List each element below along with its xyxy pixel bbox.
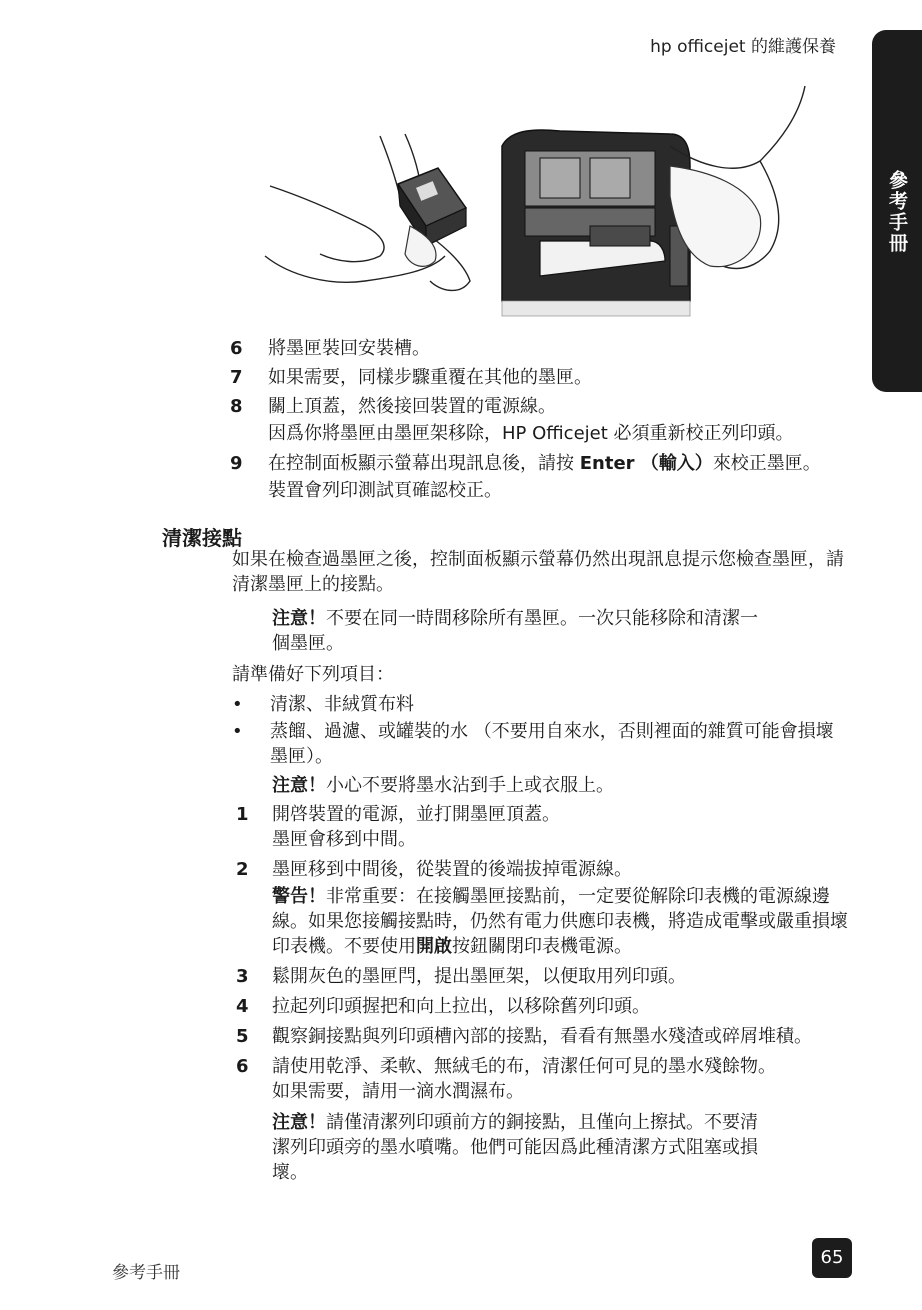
warning-text: 印表機。不要使用 <box>272 936 416 957</box>
warning-label: 警告！ <box>272 886 326 907</box>
step-number: 3 <box>236 966 249 987</box>
note-label: 注意！ <box>272 1112 326 1133</box>
footer-label: 參考手冊 <box>112 1263 180 1283</box>
bullet-text: 清潔、非絨質布料 <box>270 694 414 715</box>
printer-carriage-icon <box>502 130 690 301</box>
note-line <box>272 773 614 798</box>
step-text-part: 來校正墨匣。 <box>712 453 821 474</box>
step-subtext: 裝置會列印測試頁確認校正。 <box>268 480 502 501</box>
step-text: 觀察銅接點與列印頭槽內部的接點，看看有無墨水殘渣或碎屑堆積。 <box>272 1026 812 1047</box>
step-text: 將墨匣裝回安裝槽。 <box>268 338 430 359</box>
intro-line: 如果在檢查過墨匣之後，控制面板顯示螢幕仍然出現訊息提示您檢查墨匣，請 <box>232 549 844 570</box>
running-header: hp officejet 的維護保養 <box>650 37 836 57</box>
step-number: 5 <box>236 1026 249 1047</box>
step-number: 2 <box>236 859 249 880</box>
step-subtext: 如果需要，請用一滴水潤濕布。 <box>272 1081 524 1102</box>
step-subtext: 墨匣會移到中間。 <box>272 829 416 850</box>
note-text: 不要在同一時間移除所有墨匣。一次只能移除和清潔一 <box>326 608 758 629</box>
step-number: 7 <box>230 367 243 388</box>
step-text: 如果需要，同樣步驟重覆在其他的墨匣。 <box>268 367 592 388</box>
note-line: 壞。 <box>272 1162 308 1183</box>
page-number: 65 <box>812 1238 852 1278</box>
step-number: 4 <box>236 996 249 1017</box>
warning-text: 按鈕關閉印表機電源。 <box>452 936 632 957</box>
step-text: 墨匣移到中間後，從裝置的後端拔掉電源線。 <box>272 859 632 880</box>
warning-line <box>272 884 830 909</box>
note-text: 小心不要將墨水沾到手上或衣服上。 <box>326 775 614 796</box>
step-number: 1 <box>236 804 249 825</box>
step-number: 6 <box>236 1056 249 1077</box>
bullet-text: 墨匣）。 <box>270 746 333 767</box>
warning-line <box>272 934 632 959</box>
step-text: 關上頂蓋，然後接回裝置的電源線。 <box>268 396 556 417</box>
note-line: 個墨匣。 <box>272 633 344 654</box>
side-tab <box>872 30 922 392</box>
note-line <box>272 1110 758 1135</box>
warning-text: 非常重要：在接觸墨匣接點前，一定要從解除印表機的電源線邊 <box>326 886 830 907</box>
enter-key-label: Enter （輸入） <box>579 453 713 474</box>
bullet-text: 蒸餾、過濾、或罐裝的水 （不要用自來水，否則裡面的雜質可能會損壞 <box>270 721 834 742</box>
side-tab-label: 參考手冊 <box>886 170 908 254</box>
warning-line: 線。如果您接觸接點時，仍然有電力供應印表機，將造成電擊或嚴重損壞 <box>272 911 848 932</box>
section-heading: 清潔接點 <box>162 526 242 550</box>
note-label: 注意！ <box>272 608 326 629</box>
step-number: 6 <box>230 338 243 359</box>
step-text: 請使用乾淨、柔軟、無絨毛的布，清潔任何可見的墨水殘餘物。 <box>272 1056 776 1077</box>
note-text: 請僅清潔列印頭前方的銅接點，且僅向上擦拭。不要清 <box>326 1112 758 1133</box>
bullet-marker: • <box>232 694 243 715</box>
note-line <box>272 606 758 631</box>
step-subtext: 因爲你將墨匣由墨匣架移除，HP Officejet 必須重新校正列印頭。 <box>268 423 794 444</box>
intro-line: 清潔墨匣上的接點。 <box>232 574 394 595</box>
step-number: 8 <box>230 396 243 417</box>
prep-line: 請準備好下列項目： <box>232 664 394 685</box>
step-number: 9 <box>230 453 243 474</box>
step-text <box>268 451 821 476</box>
step-text: 開啓裝置的電源，並打開墨匣頂蓋。 <box>272 804 560 825</box>
step-text: 拉起列印頭握把和向上拉出，以移除舊列印頭。 <box>272 996 650 1017</box>
note-line: 潔列印頭旁的墨水噴嘴。他們可能因爲此種清潔方式阻塞或損 <box>272 1137 758 1158</box>
note-label: 注意！ <box>272 775 326 796</box>
power-button-label: 開啟 <box>416 936 452 957</box>
step-text: 鬆開灰色的墨匣閂，提出墨匣架，以便取用列印頭。 <box>272 966 686 987</box>
bullet-marker: • <box>232 721 243 742</box>
step-text-part: 在控制面板顯示螢幕出現訊息後，請按 <box>268 453 580 474</box>
cartridge-removal-illustration <box>240 76 810 326</box>
